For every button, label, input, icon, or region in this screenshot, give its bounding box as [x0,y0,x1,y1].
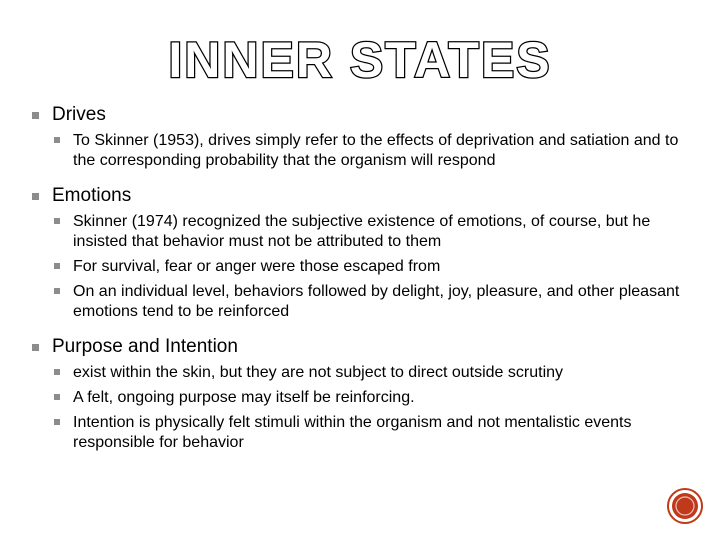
bullet-text: Intention is physically felt stimuli within the organism and not mentalistic events responsible for behavior [73,414,632,451]
bullet-text: For survival, fear or anger were those escaped from [73,258,441,275]
bullet-level-2 [30,363,700,383]
square-bullet-icon [54,419,60,425]
bullet-level-2 [30,257,700,277]
section-emotions [30,185,700,322]
bullet-text: exist within the skin, but they are not subject to direct outside scrutiny [73,364,564,381]
bullet-level-2 [30,131,700,171]
bullet-level-2 [30,282,700,322]
square-bullet-icon [54,288,60,294]
section-heading: Emotions [52,185,132,206]
bullet-text: On an individual level, behaviors followed by delight, joy, pleasure, and other pleasant emotions tend to be reinforced [73,283,680,320]
slide-title: INNER STATES [168,32,552,88]
section-purpose-and-intention [30,336,700,453]
square-bullet-icon [54,369,60,375]
slide-content [30,104,700,467]
square-bullet-icon [32,193,39,200]
square-bullet-icon [32,112,39,119]
bullet-level-1 [30,336,700,358]
bullet-level-2 [30,388,700,408]
bullet-text: To Skinner (1953), drives simply refer to the effects of deprivation and satiation and to the corresponding probability that the organism will respond [73,132,679,169]
square-bullet-icon [54,218,60,224]
bullet-level-1 [30,185,700,207]
section-heading: Drives [52,104,106,125]
section-drives [30,104,700,171]
square-bullet-icon [54,137,60,143]
bullet-text: Skinner (1974) recognized the subjective existence of emotions, of course, but he insisted that behavior must not be attributed to them [73,213,651,250]
circle-logo-icon [666,487,704,525]
bullet-level-2 [30,413,700,453]
square-bullet-icon [54,394,60,400]
bullet-level-2 [30,212,700,252]
square-bullet-icon [32,344,39,351]
section-heading: Purpose and Intention [52,336,238,357]
bullet-level-1 [30,104,700,126]
square-bullet-icon [54,263,60,269]
bullet-text: A felt, ongoing purpose may itself be reinforcing. [73,389,415,406]
